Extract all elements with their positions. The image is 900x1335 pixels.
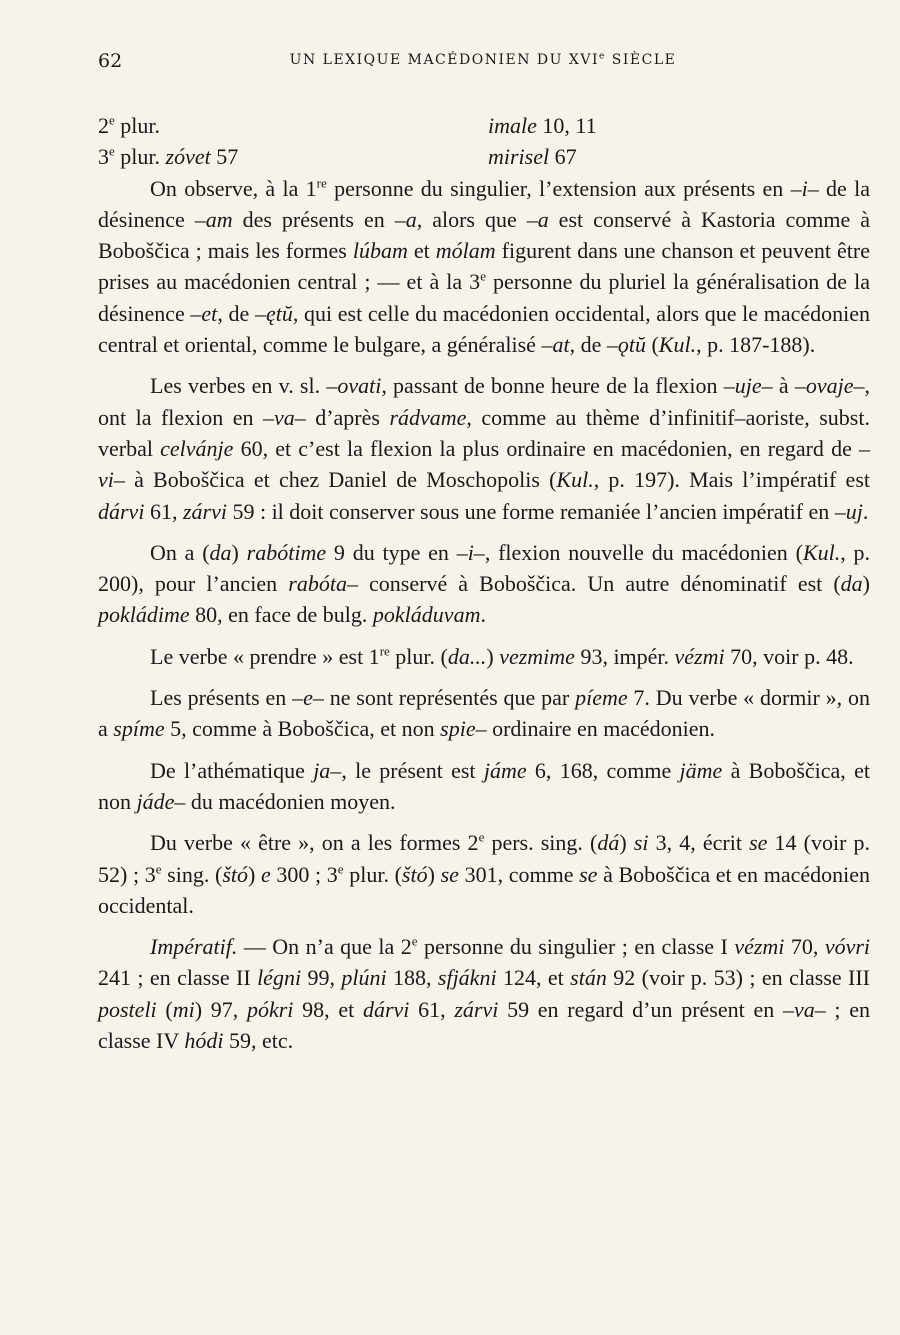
text-run: 241 ; en classe II — [98, 965, 258, 991]
text-run: , p. 187-188). — [696, 332, 816, 358]
text-run: da — [840, 571, 863, 597]
text-run: plur. ( — [389, 643, 448, 669]
text-run: ) — [862, 571, 870, 597]
paragraphs — [98, 173, 870, 1057]
paragraph — [98, 931, 870, 1056]
text-run: 70, voir p. 48. — [724, 643, 854, 669]
text-run: à Boboščica et en macédonien occidental. — [98, 861, 870, 918]
text-run: 3, 4, écrit — [648, 830, 750, 856]
text-run: –a — [526, 206, 549, 232]
text-run: mi — [172, 996, 195, 1022]
text-run: ( — [645, 332, 659, 358]
text-run: rádvame — [389, 404, 467, 430]
text-run: , de — [217, 300, 255, 326]
text-run: e — [411, 933, 418, 949]
text-run: dá — [597, 830, 620, 856]
text-run: posteli — [98, 996, 157, 1022]
text-run: pokláduvam — [372, 602, 481, 628]
text-run: plur. ( — [343, 861, 402, 887]
text-run: –ovati — [326, 373, 382, 399]
text-run: re — [379, 643, 390, 659]
text-run: –ętŭ — [254, 300, 293, 326]
text-run: ) — [231, 539, 247, 565]
text-run: mólam — [435, 238, 496, 264]
text-run: vézmi — [734, 934, 785, 960]
text-run: 14 (voir p. 52) ; 3 — [98, 830, 871, 887]
text-run: e — [480, 269, 486, 285]
text-run: –ovaje– — [794, 373, 865, 399]
text-run: e — [155, 861, 162, 877]
text-run: ordinaire en macédonien. — [486, 716, 716, 742]
text-run: 80, en face de bulg. — [189, 602, 373, 628]
text-run: rabótime — [246, 539, 327, 565]
text-run: , comme au thème d’infinitif–aoriste, subst. verbal — [98, 404, 870, 461]
text-run: –at — [541, 332, 570, 358]
text-run: e — [337, 861, 344, 877]
text-run: Impératif. — [150, 934, 238, 960]
text-run: –vi– — [98, 435, 870, 493]
text-run: Les présents en — [150, 685, 293, 711]
text-run: –uje– — [723, 373, 773, 399]
text-run: 70, — [784, 934, 825, 960]
text-run: Kul. — [556, 467, 594, 493]
text-run: –am — [194, 206, 233, 232]
paragraph — [98, 827, 870, 921]
text-run: , de — [569, 332, 607, 358]
text-run: 300 ; 3 — [270, 861, 338, 887]
text-run: plúni — [341, 965, 387, 991]
text-run: da — [209, 539, 232, 565]
text-run: personne du singulier, l’extension aux présents en — [326, 175, 791, 201]
text-run: Le verbe « prendre » est 1 — [150, 643, 380, 669]
text-run: 59 : il doit conserver sous une forme remaniée l’ancien impératif en — [226, 498, 835, 524]
text-run: 59 en regard d’un présent en — [498, 996, 783, 1022]
text-run: –et — [190, 300, 218, 326]
text-run: ) — [427, 861, 441, 887]
text-run: re — [316, 175, 327, 191]
text-run: ; en classe IV — [98, 996, 871, 1054]
text-run: On observe, à la 1 — [150, 175, 317, 201]
plural-row-3: 3e plur. zóvet 57 mirisel 67 — [98, 143, 577, 170]
text-run: –a — [394, 206, 417, 232]
text-run: ) — [248, 861, 261, 887]
text-run: sing. ( — [161, 861, 223, 887]
text-run: 9 du type en — [326, 539, 457, 565]
text-run: –uj — [834, 498, 863, 524]
paragraph — [98, 537, 870, 631]
text-run: dárvi — [362, 996, 410, 1022]
text-run: pers. sing. ( — [484, 830, 598, 856]
text-run: personne du singulier ; en classe I — [417, 934, 735, 960]
text-run: lúbam — [352, 238, 408, 264]
text-run: spie– — [440, 716, 487, 742]
text-run: jäme — [679, 757, 723, 783]
text-run: , flexion nouvelle du macédonien ( — [484, 539, 803, 565]
text-run: . — [862, 498, 869, 524]
text-run: 61, — [144, 498, 183, 524]
paragraph — [98, 682, 870, 745]
text-run: se — [749, 830, 768, 856]
text-run: Les verbes en v. sl. — [150, 373, 327, 399]
text-run: à Boboščica, et non — [98, 757, 870, 814]
page-number: 62 — [98, 50, 123, 72]
text-run: personne du pluriel la généralisation de la désinence — [98, 269, 870, 326]
text-run: jáme — [483, 757, 527, 783]
text-run: 99, — [301, 965, 342, 991]
text-run: 92 (voir p. 53) ; en classe III — [606, 965, 870, 991]
text-run: dárvi — [98, 498, 145, 524]
text-run: 5, comme à Boboščica, et non — [164, 716, 441, 742]
text-run: štó — [401, 861, 428, 887]
text-run: jáde– — [136, 788, 186, 814]
text-run: ja– — [313, 757, 342, 783]
paragraph — [98, 755, 870, 818]
text-run: de la désinence — [98, 175, 870, 232]
text-run: Kul. — [802, 539, 841, 565]
text-run: da... — [447, 643, 487, 669]
plural-row-2: 2e plur. imale 10, 11 — [98, 112, 597, 138]
text-run: figurent dans une chanson et peuvent être prises au macédonien central ; — et à la 3 — [98, 238, 870, 295]
text-run: , p. 200), pour l’ancien — [98, 539, 871, 597]
text-run: légni — [257, 965, 302, 991]
text-run: zárvi — [454, 996, 499, 1022]
text-run: conservé à Boboščica. Un autre dénominatif est ( — [357, 571, 841, 597]
running-header — [98, 50, 868, 74]
text-run: 6, 168, comme — [526, 757, 680, 783]
text-run: ) — [486, 643, 500, 669]
text-run: 188, — [386, 965, 438, 991]
text-run: –i– — [456, 539, 485, 565]
text-run: 98, et — [293, 996, 363, 1022]
text-run: vézmi — [674, 643, 725, 669]
text-run: 124, et — [496, 965, 571, 991]
text-run: 7. Du verbe « dormir », on a — [98, 685, 871, 742]
text-run: ) 97, — [194, 996, 247, 1022]
paragraph — [98, 173, 870, 361]
text-run: d’après — [305, 404, 390, 430]
text-run: –va– — [782, 996, 826, 1022]
text-run: e — [478, 829, 485, 845]
text-run: ( — [156, 996, 173, 1022]
text-run: si — [633, 830, 649, 856]
text-run: est conservé à Kastoria comme à Boboščica ; mais les formes — [98, 206, 871, 264]
body-text — [98, 110, 870, 1066]
text-run: –i– — [790, 175, 819, 201]
text-run: sfjákni — [437, 965, 497, 991]
text-run: du macédonien moyen. — [185, 788, 396, 814]
text-run: De l’athématique — [150, 757, 314, 783]
text-run: 60, et c’est la flexion la plus ordinaire en macédonien, en regard de — [233, 435, 859, 461]
text-run: –ǫtŭ — [606, 332, 646, 358]
text-run: 59, etc. — [223, 1028, 294, 1054]
text-run: , p. 197). Mais l’impératif est — [593, 467, 870, 493]
text-run: spíme — [113, 716, 165, 742]
text-run: On a ( — [150, 539, 210, 565]
text-run: ne sont représentés que par — [323, 685, 576, 711]
text-run: . — [480, 602, 486, 628]
running-title: UN LEXIQUE MACÉDONIEN DU XVIe SIÈCLE — [289, 51, 677, 68]
paragraph — [98, 641, 870, 672]
text-run: se — [440, 861, 459, 887]
text-run: stán — [570, 965, 607, 991]
text-run: –e– — [292, 685, 324, 711]
text-run: — On n’a que la 2 — [237, 934, 412, 960]
text-run: ) — [619, 830, 634, 856]
text-run: –va– — [262, 404, 306, 430]
text-run: Kul. — [658, 332, 697, 358]
text-run: , passant de bonne heure de la flexion — [381, 373, 724, 399]
text-run: se — [579, 861, 598, 887]
text-run: Du verbe « être », on a les formes 2 — [150, 830, 479, 856]
text-run: hódi — [184, 1028, 224, 1054]
text-run: 61, — [409, 996, 455, 1022]
text-run: , alors que — [416, 206, 527, 232]
text-run: à Boboščica et chez Daniel de Moschopolis ( — [124, 467, 557, 493]
text-run: 301, comme — [458, 861, 580, 887]
text-run: , le présent est — [341, 757, 484, 783]
text-run: , qui est celle du macédonien occidental, alors que le macédonien central et oriental, comme le bulgare, a généralisé — [98, 300, 871, 358]
text-run: et — [407, 238, 436, 264]
text-run: rabóta– — [288, 571, 358, 597]
text-run: à — [772, 373, 795, 399]
text-run: , ont la flexion en — [98, 373, 871, 430]
text-run: vezmime — [499, 643, 575, 669]
text-run: celvánje — [160, 435, 234, 461]
text-run: štó — [222, 861, 248, 887]
text-run: e — [260, 861, 271, 887]
text-run: píeme — [575, 685, 628, 711]
text-run: pokládime — [98, 602, 190, 628]
text-run: pókri — [246, 996, 294, 1022]
text-run: des présents en — [232, 206, 395, 232]
paragraph — [98, 370, 870, 526]
text-run: zárvi — [182, 498, 227, 524]
text-run: vóvri — [824, 934, 871, 960]
text-run: 93, impér. — [574, 643, 675, 669]
